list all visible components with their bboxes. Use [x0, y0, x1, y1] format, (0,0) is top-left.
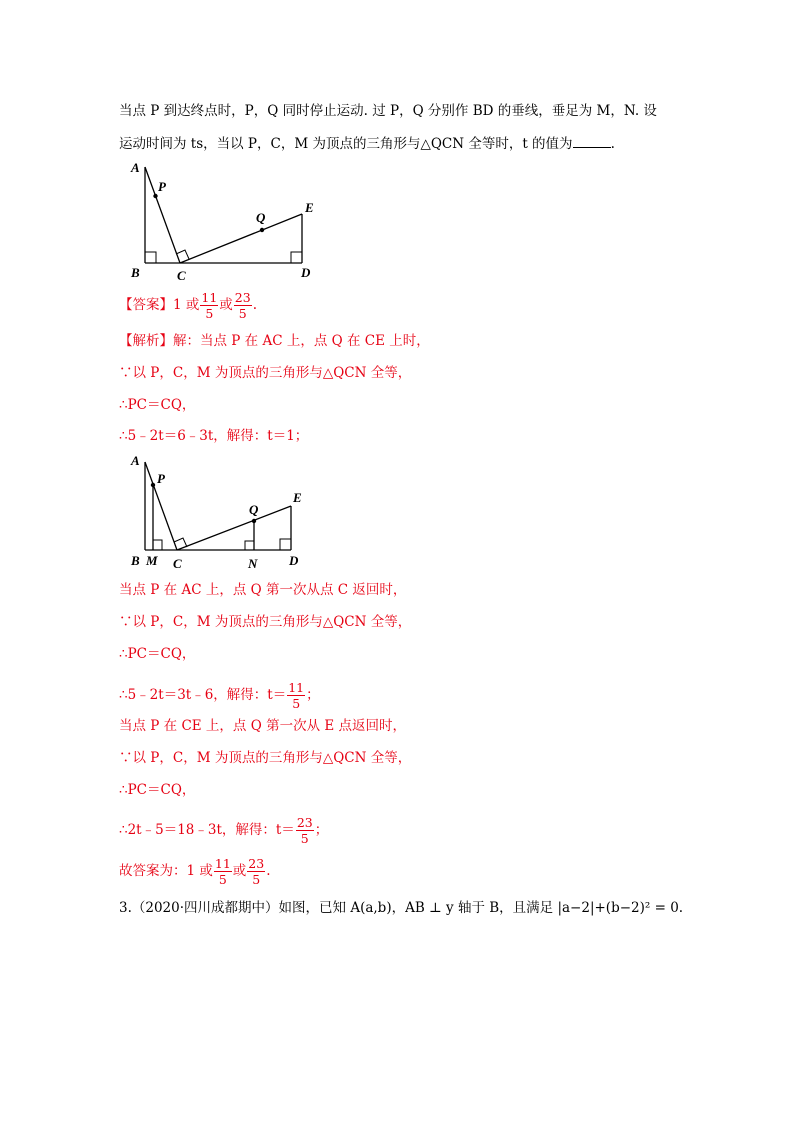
fraction-numerator: 23	[296, 815, 313, 830]
fraction-numerator: 23	[248, 856, 265, 871]
analysis-line-1	[119, 331, 430, 351]
fraction-denominator: 5	[238, 306, 247, 321]
right-angle-m	[153, 540, 162, 550]
answer-text: 1 或	[173, 297, 200, 313]
segment-ce	[177, 506, 291, 550]
fraction-23-5	[296, 815, 314, 846]
fraction-numerator: 11	[288, 680, 305, 695]
right-angle-n	[245, 541, 254, 550]
point-p	[151, 483, 155, 487]
analysis-text-13: 故答案为：1 或	[119, 863, 213, 879]
label-p: P	[158, 179, 166, 194]
answer-tag: 【答案】	[119, 297, 173, 313]
problem-line-2-end: .	[610, 136, 615, 152]
label-m: M	[146, 553, 158, 568]
analysis-line-11: ∴PC＝CQ，	[119, 782, 196, 798]
label-e: E	[293, 490, 302, 505]
label-b: B	[131, 265, 140, 280]
label-e: E	[305, 200, 314, 215]
final-fraction-2	[247, 856, 265, 887]
analysis-text-8: ∴5﹣2t＝3t﹣6，解得：t＝	[119, 687, 287, 703]
analysis-line-6: ∵以 P，C，M 为顶点的三角形与△QCN 全等，	[119, 614, 412, 630]
final-fraction-1	[214, 856, 232, 887]
figure-1	[125, 155, 325, 285]
analysis-line-12	[119, 815, 328, 846]
analysis-line-2: ∵以 P，C，M 为顶点的三角形与△QCN 全等，	[119, 365, 412, 381]
answer-blank	[573, 133, 611, 148]
right-angle-d	[280, 539, 291, 550]
label-a: A	[131, 453, 140, 468]
fraction-11-5	[287, 680, 305, 711]
analysis-text-12: ∴2t﹣5＝18﹣3t，解得：t＝	[119, 822, 295, 838]
final-end: .	[266, 863, 271, 879]
label-b: B	[131, 553, 140, 568]
label-a: A	[131, 160, 140, 175]
fraction-denominator: 5	[300, 831, 309, 846]
fraction-denominator: 5	[218, 872, 227, 887]
label-c: C	[173, 556, 182, 571]
label-d: D	[301, 265, 311, 280]
fraction-numerator: 11	[214, 856, 231, 871]
label-q: Q	[256, 210, 266, 225]
label-q: Q	[249, 502, 259, 517]
point-p	[153, 194, 157, 198]
next-problem-line: 3.（2020·四川成都期中）如图，已知 A(a,b)，AB ⊥ y 轴于 B，且满足 |a−2|+(b−2)² = 0.	[119, 900, 684, 916]
analysis-line-9: 当点 P 在 CE 上，点 Q 第一次从 E 点返回时，	[119, 718, 407, 734]
problem-line-2-text: 运动时间为 ts，当以 P，C，M 为顶点的三角形与△QCN 全等时，t 的值为	[119, 136, 573, 152]
fraction-denominator: 5	[252, 872, 261, 887]
problem-line-2	[119, 133, 615, 154]
answer-end: .	[252, 297, 257, 313]
answer-fraction-1	[200, 290, 218, 321]
analysis-line-10: ∵以 P，C，M 为顶点的三角形与△QCN 全等，	[119, 750, 412, 766]
analysis-tag: 【解析】	[119, 333, 173, 349]
answer-or: 或	[219, 297, 233, 313]
fraction-denominator: 5	[205, 306, 214, 321]
segment-ce	[180, 214, 302, 263]
label-p: P	[157, 471, 165, 486]
analysis-line-13	[119, 856, 271, 887]
fraction-numerator: 23	[234, 290, 251, 305]
analysis-line-3: ∴PC＝CQ，	[119, 397, 196, 413]
analysis-end-8: ；	[306, 687, 320, 703]
point-q	[260, 228, 264, 232]
analysis-end-12: ；	[314, 822, 329, 838]
right-angle-d	[291, 252, 302, 263]
final-or: 或	[232, 863, 247, 879]
point-q	[252, 519, 256, 523]
label-d: D	[289, 553, 299, 568]
label-c: C	[177, 268, 186, 283]
answer-line	[119, 290, 257, 321]
fraction-numerator: 11	[201, 290, 218, 305]
right-angle-b	[145, 252, 156, 263]
analysis-line-8	[119, 680, 320, 711]
figure-2	[125, 450, 325, 575]
analysis-line-4: ∴5﹣2t＝6﹣3t，解得：t＝1；	[119, 428, 309, 444]
problem-line-1: 当点 P 到达终点时，P，Q 同时停止运动. 过 P，Q 分别作 BD 的垂线，垂足为 M，N. 设	[119, 103, 657, 119]
analysis-line-7: ∴PC＝CQ，	[119, 646, 196, 662]
fraction-denominator: 5	[292, 696, 301, 711]
label-n: N	[248, 556, 258, 571]
analysis-line-5: 当点 P 在 AC 上，点 Q 第一次从点 C 返回时，	[119, 582, 407, 598]
analysis-text-1: 解：当点 P 在 AC 上，点 Q 在 CE 上时，	[173, 333, 430, 349]
answer-fraction-2	[234, 290, 252, 321]
